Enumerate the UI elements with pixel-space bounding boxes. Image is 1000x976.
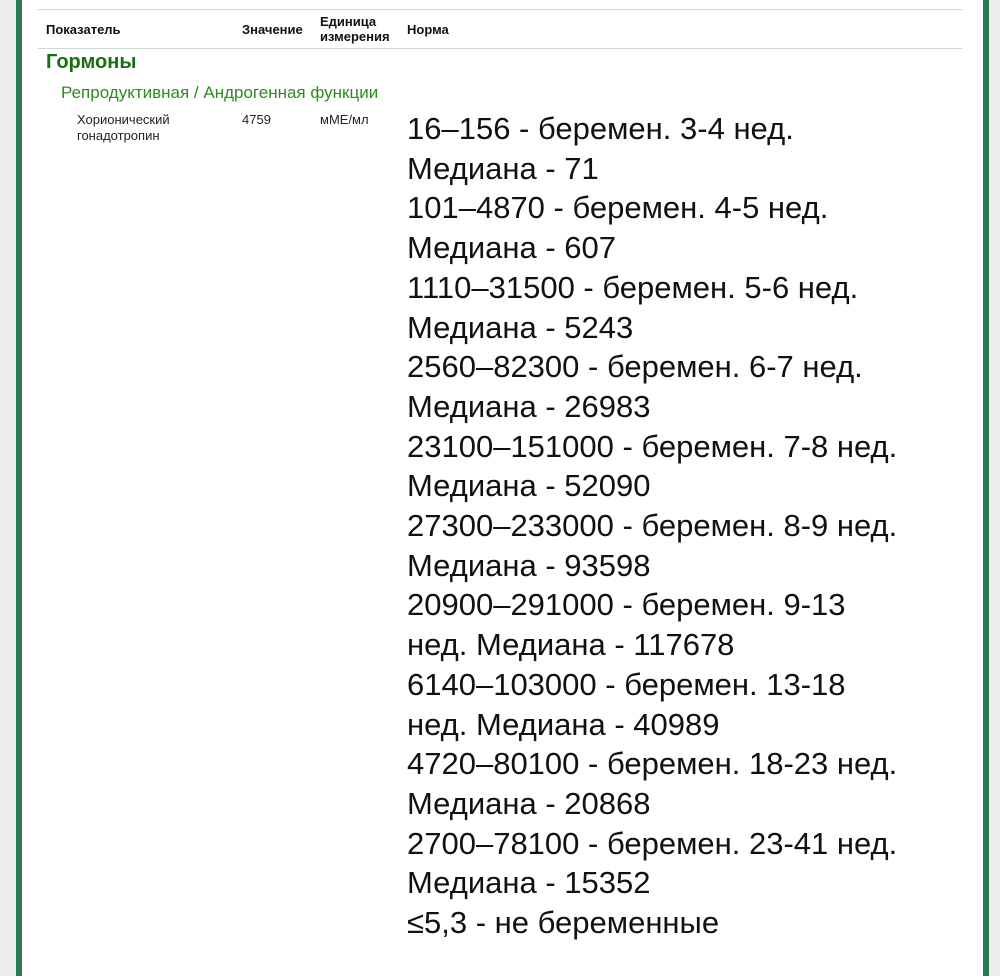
norm-line: нед. Медиана - 40989	[407, 706, 720, 742]
norm-line: Медиана - 5243	[407, 309, 634, 345]
header-unit: Единица измерения	[320, 14, 390, 44]
norm-line: Медиана - 93598	[407, 547, 651, 583]
norm-line: 20900–291000 - беремен. 9-13	[407, 587, 846, 623]
norm-line: Медиана - 71	[407, 150, 599, 186]
norm-line: 16–156 - беремен. 3-4 нед.	[407, 111, 794, 146]
group-title: Гормоны	[46, 51, 137, 73]
norm-line: Медиана - 20868	[407, 785, 651, 821]
row-value: 4759	[242, 112, 271, 127]
results-page	[16, 0, 989, 976]
header-value: Значение	[242, 22, 303, 37]
norm-line: 2700–78100 - беремен. 23-41 нед.	[407, 825, 898, 861]
row-norm	[407, 109, 967, 943]
norm-line: Медиана - 607	[407, 230, 617, 266]
norm-line: Медиана - 15352	[407, 865, 651, 901]
norm-line: 4720–80100 - беремен. 18-23 нед.	[407, 746, 898, 782]
norm-line: нед. Медиана - 117678	[407, 627, 735, 663]
table-top-divider	[38, 9, 962, 10]
row-unit: мМЕ/мл	[320, 112, 369, 127]
norm-line: 27300–233000 - беремен. 8-9 нед.	[407, 508, 898, 544]
norm-line: 101–4870 - беремен. 4-5 нед.	[407, 190, 829, 226]
norm-line: 23100–151000 - беремен. 7-8 нед.	[407, 428, 898, 464]
header-norm: Норма	[407, 22, 449, 37]
header-indicator: Показатель	[46, 22, 121, 37]
header-divider	[38, 48, 962, 49]
norm-line: Медиана - 26983	[407, 388, 651, 424]
norm-line: Медиана - 52090	[407, 468, 651, 504]
norm-line: 2560–82300 - беремен. 6-7 нед.	[407, 349, 863, 385]
norm-line: 6140–103000 - беремен. 13-18	[407, 666, 846, 702]
norm-line: 1110–31500 - беремен. 5-6 нед.	[407, 269, 859, 305]
norm-line: ≤5,3 - не беременные	[407, 905, 720, 941]
row-indicator-name: Хорионический гонадотропин	[77, 112, 170, 143]
subgroup-title: Репродуктивная / Андрогенная функции	[61, 83, 379, 102]
